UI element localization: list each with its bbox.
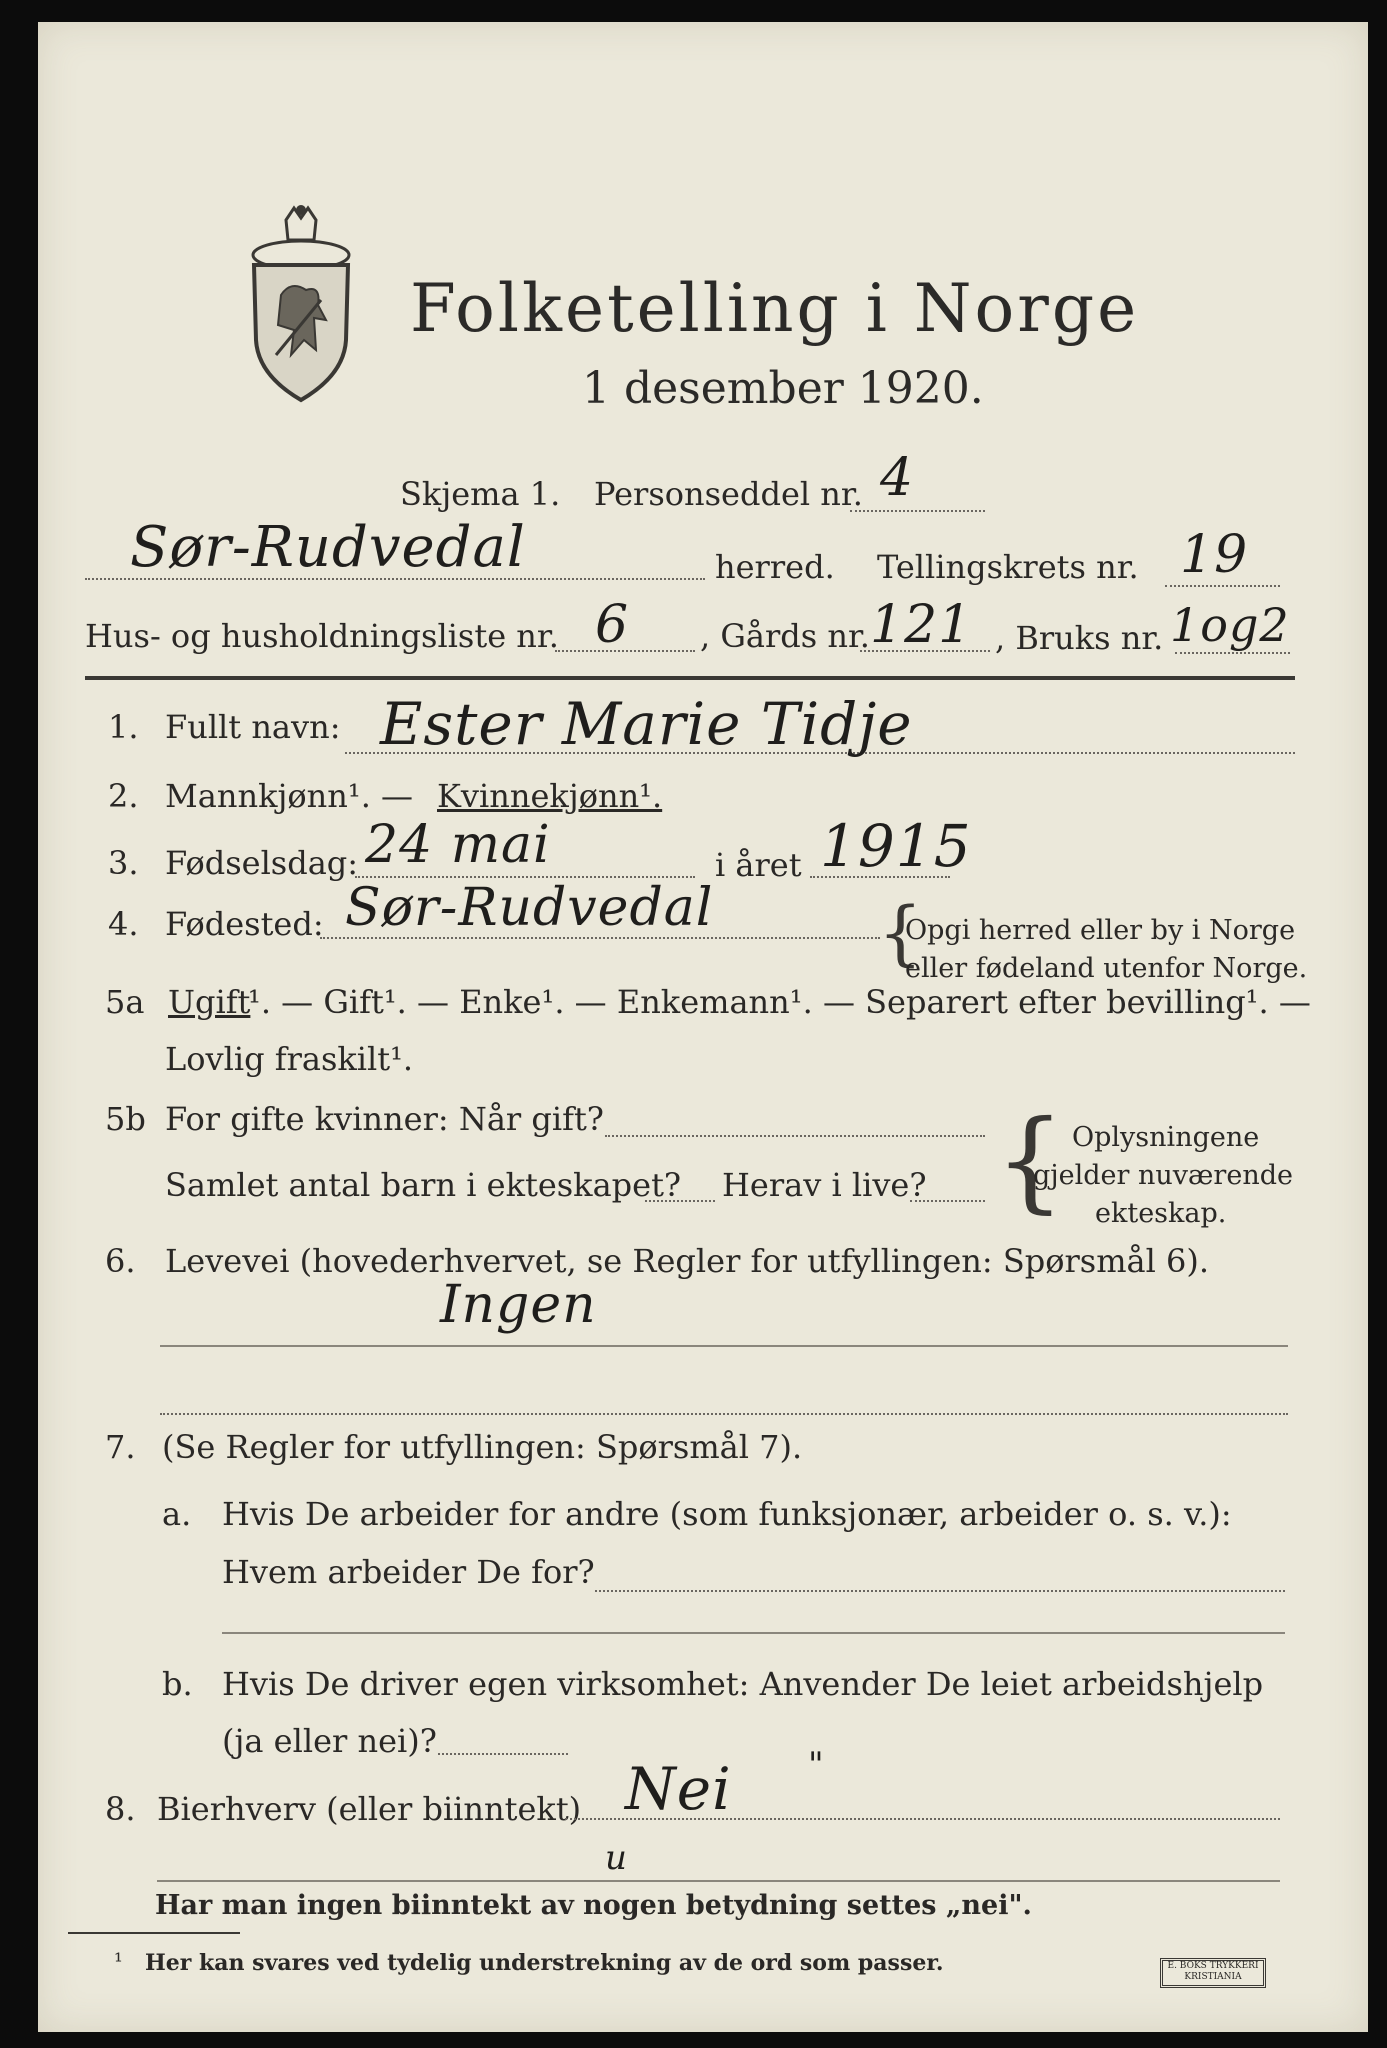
- q5a-number: 5a: [105, 983, 145, 1021]
- q7b-label-line2: (ja eller nei)?: [222, 1722, 437, 1760]
- printer-stamp-line1: E. BOKS TRYKKERI: [1167, 1961, 1259, 1971]
- q7a-label-line2: Hvem arbeider De for?: [222, 1553, 595, 1591]
- q2-female-option[interactable]: Kvinnekjønn¹.: [437, 777, 663, 815]
- q3-year-value[interactable]: 1915: [820, 812, 972, 880]
- q6-occupation-value[interactable]: Ingen: [440, 1275, 597, 1335]
- footnote-mark: ¹: [114, 1950, 123, 1975]
- printer-stamp: [1160, 1958, 1266, 1988]
- footer-note: Har man ingen biinntekt av nogen betydning settes „nei".: [155, 1890, 1032, 1921]
- bruks-line: [1175, 652, 1290, 654]
- norwegian-coat-of-arms-icon: [246, 200, 356, 405]
- tellingskrets-line: [1165, 585, 1280, 587]
- q3-birthday-value[interactable]: 24 mai: [365, 815, 551, 875]
- q3-label: Fødselsdag:: [165, 844, 359, 882]
- herred-label: herred.: [715, 548, 835, 586]
- schema-label: Skjema 1.: [400, 475, 561, 513]
- q5a-other-options[interactable]: ¹. — Gift¹. — Enke¹. — Enkemann¹. — Separert efter bevilling¹. —: [248, 983, 1311, 1021]
- form-title: Folketelling i Norge: [410, 270, 1140, 347]
- gards-value[interactable]: 121: [870, 595, 973, 655]
- q1-label: Fullt navn:: [165, 708, 341, 746]
- q4-birthplace-value[interactable]: Sør-Rudvedal: [345, 878, 714, 938]
- personseddel-value[interactable]: 4: [880, 448, 915, 508]
- q6-label: Levevei (hovederhvervet, se Regler for utfyllingen: Spørsmål 6).: [165, 1242, 1210, 1280]
- herred-line: [85, 578, 705, 580]
- footnote-text: Her kan svares ved tydelig understrekning av de ord som passer.: [145, 1950, 944, 1976]
- footnote-rule: [68, 1932, 240, 1934]
- q5b-note-line2: gjelder nuværende: [1033, 1160, 1293, 1191]
- q5b-note-line3: ekteskap.: [1095, 1198, 1227, 1229]
- q8-number: 8.: [105, 1790, 136, 1828]
- tellingskrets-value[interactable]: 19: [1180, 525, 1249, 585]
- q5a-ugift-option[interactable]: Ugift: [168, 983, 251, 1021]
- q4-note-line1: Opgi herred eller by i Norge: [905, 915, 1296, 946]
- q5b-note-line1: Oplysningene: [1072, 1122, 1260, 1153]
- q7a-letter: a.: [162, 1495, 192, 1533]
- printer-stamp-line2: KRISTIANIA: [1184, 1972, 1242, 1982]
- q3-year-label: i året: [715, 846, 802, 884]
- q5b-alive-line: [910, 1200, 985, 1202]
- q5b-alive-label: Herav i live?: [722, 1166, 927, 1204]
- tellingskrets-label: Tellingskrets nr.: [877, 548, 1139, 586]
- q7a-label-line1: Hvis De arbeider for andre (som funksjonær, arbeider o. s. v.):: [222, 1495, 1232, 1533]
- q4-number: 4.: [108, 905, 139, 943]
- q5b-children-label: Samlet antal barn i ekteskapet?: [165, 1166, 682, 1204]
- q7b-letter: b.: [162, 1665, 193, 1703]
- q2-male-option[interactable]: Mannkjønn¹. —: [165, 777, 414, 815]
- q5b-children-line: [645, 1200, 715, 1202]
- q1-number: 1.: [108, 708, 139, 746]
- husholdningsliste-value[interactable]: 6: [595, 595, 630, 655]
- q5a-fraskilt-option[interactable]: Lovlig fraskilt¹.: [165, 1040, 414, 1078]
- husholdningsliste-label: Hus- og husholdningsliste nr.: [85, 617, 559, 655]
- q7b-answer-line: [438, 1753, 568, 1755]
- q1-full-name-value[interactable]: Ester Marie Tidje: [380, 690, 913, 758]
- q5b-married-line: [605, 1135, 985, 1137]
- personseddel-label: Personseddel nr.: [594, 475, 863, 513]
- header-divider: [85, 676, 1295, 680]
- q6-line1: [160, 1345, 1288, 1347]
- q7b-label-line1: Hvis De driver egen virksomhet: Anvender De leiet arbeidshjelp: [222, 1665, 1264, 1703]
- q4-note-brace: {: [878, 892, 923, 974]
- q5b-number: 5b: [105, 1100, 146, 1138]
- q5b-married-label: For gifte kvinner: Når gift?: [165, 1100, 604, 1138]
- herred-value[interactable]: Sør-Rudvedal: [130, 515, 526, 580]
- q8-side-income-value[interactable]: Nei: [625, 1755, 732, 1823]
- q3-number: 3.: [108, 844, 139, 882]
- q6-line2: [160, 1413, 1288, 1415]
- q2-number: 2.: [108, 777, 139, 815]
- q7-number: 7.: [105, 1428, 136, 1466]
- bruks-value[interactable]: 1og2: [1170, 598, 1290, 652]
- census-date: 1 desember 1920.: [582, 363, 984, 414]
- q8-label: Bierhverv (eller biinntekt): [157, 1790, 582, 1828]
- q4-label: Fødested:: [165, 905, 324, 943]
- q7a-employer-line: [595, 1590, 1285, 1592]
- gards-label: , Gårds nr.: [700, 617, 870, 655]
- q6-number: 6.: [105, 1242, 136, 1280]
- q7a-extra-line: [222, 1632, 1285, 1634]
- bruks-label: , Bruks nr.: [995, 619, 1164, 657]
- q5b-note-brace: {: [995, 1096, 1065, 1224]
- personseddel-line: [850, 510, 985, 512]
- q8-ditto-mark: ": [808, 1745, 825, 1785]
- q7-label: (Se Regler for utfyllingen: Spørsmål 7).: [162, 1428, 803, 1466]
- q8-extra-line: [157, 1880, 1280, 1882]
- q8-ditto-second-line: u: [605, 1838, 628, 1878]
- q4-note-line2: eller fødeland utenfor Norge.: [905, 953, 1308, 984]
